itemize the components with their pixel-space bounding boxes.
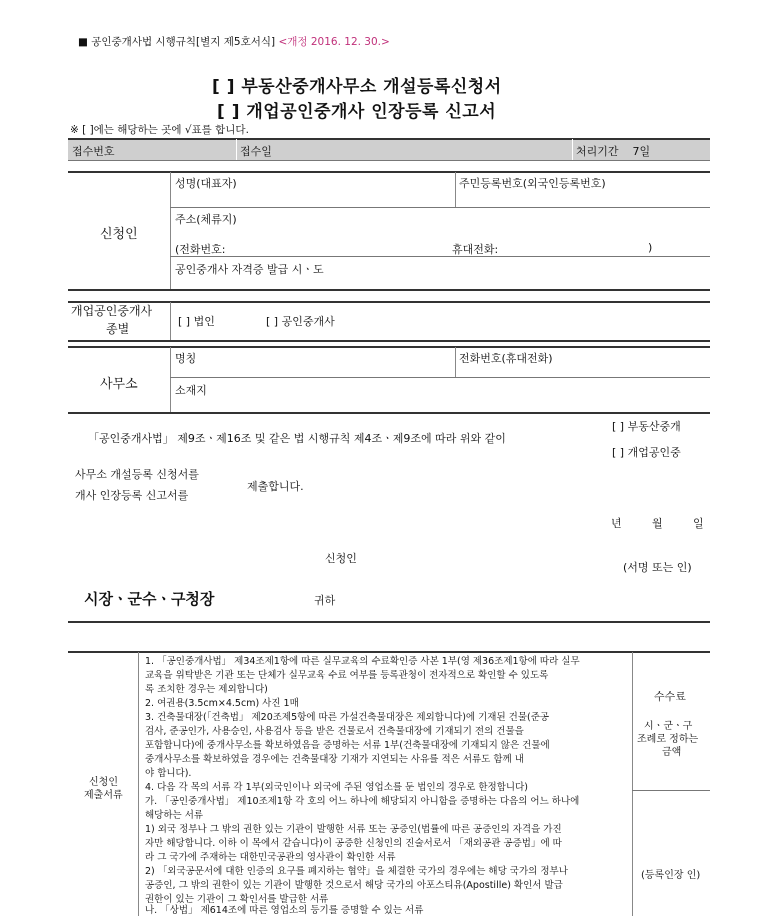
choice-brokerage-office[interactable]: [ ] 부동산중개 xyxy=(612,420,681,433)
document-line: 검사, 준공인가, 사용승인, 사용검사 등을 받은 건물로서 건축물대장에 기재되기 전의 건물을 xyxy=(145,726,524,737)
date-year-label: 년 xyxy=(611,517,622,530)
document-line: 중개사무소를 확보하였을 경우에는 건축물대장 기재가 지연되는 사유를 적은 서류도 함께 내 xyxy=(145,754,524,765)
document-line: 권한이 있는 기관이 그 확인서를 발급한 서류 xyxy=(145,894,329,905)
document-line: 4. 다음 각 목의 서류 각 1부(외국인이나 외국에 주된 영업소를 둔 법인의 경우로 한정합니다) xyxy=(145,782,528,793)
document-line: 자만 해당합니다. 이하 이 목에서 같습니다)이 공증한 신청인의 진술서로서 「재외공관 공증법」에 따 xyxy=(145,838,562,849)
applicant-address-label: 주소(체류지) xyxy=(175,213,237,226)
document-line: 2) 「외국공문서에 대한 인증의 요구를 폐지하는 협약」을 체결한 국가의 경우에는 해당 국가의 정부나 xyxy=(145,866,568,877)
documents-section-label-1: 신청인 xyxy=(89,777,118,788)
applicant-section-label: 신청인 xyxy=(100,227,138,242)
document-line: 가. 「공인중개사법」 제10조제1항 각 호의 어느 하나에 해당되지 아니함을 증명하는 다음의 어느 하나에 xyxy=(145,796,580,807)
document-line: 포함합니다)에 중개사무소를 확보하였음을 증명하는 서류 1부(건축물대장에 기재되지 않은 건물에 xyxy=(145,740,550,751)
fee-line-1: 시ㆍ군ㆍ구 xyxy=(644,721,693,732)
revision-note: <개정 2016. 12. 30.> xyxy=(278,36,390,48)
date-month-label: 월 xyxy=(652,517,663,530)
date-day-label: 일 xyxy=(693,517,704,530)
receipt-date-label: 접수일 xyxy=(240,145,272,158)
document-line: 야 합니다). xyxy=(145,768,192,779)
document-line: 록 조치한 경우는 제외합니다) xyxy=(145,684,268,695)
document-line: 1. 「공인중개사법」 제34조제1항에 따른 실무교육의 수료확인증 사본 1부(영 제36조제1항에 따라 실무 xyxy=(145,656,580,667)
stamp-label: (등록인장 인) xyxy=(641,870,701,881)
office-name-label: 명칭 xyxy=(175,352,197,365)
form-reference: ■ 공인중개사법 시행규칙[별지 제5호서식] <개정 2016. 12. 30.> xyxy=(78,36,390,48)
honorific: 귀하 xyxy=(314,594,336,607)
type-option-corporation[interactable]: [ ] 법인 xyxy=(178,315,215,328)
office-location-label: 소재지 xyxy=(175,384,207,397)
choice-agent-seal[interactable]: [ ] 개업공인중 xyxy=(612,446,681,459)
declaration-law-text: 「공인중개사법」 제9조ㆍ제16조 및 같은 법 시행규칙 제4조ㆍ제9조에 따라 위와 같이 xyxy=(88,432,506,445)
document-line: 2. 여권용(3.5cm×4.5cm) 사진 1매 xyxy=(145,698,299,709)
fee-line-3: 금액 xyxy=(662,747,682,758)
processing-period-value: 7일 xyxy=(632,145,651,158)
document-line: 3. 건축물대장(「건축법」 제20조제5항에 따른 가설건축물대장은 제외합니다)에 기재된 건물(준공 xyxy=(145,712,550,723)
declaration-submit: 제출합니다. xyxy=(247,480,304,493)
applicant-name-label: 성명(대표자) xyxy=(175,177,237,190)
applicant-rrn-label: 주민등록번호(외국인등록번호) xyxy=(459,177,606,190)
addressee: 시장ㆍ군수ㆍ구청장 xyxy=(84,590,215,608)
fee-label: 수수료 xyxy=(654,690,686,703)
document-line: 1) 외국 정부나 그 밖의 권한 있는 기관이 발행한 서류 또는 공증인(법률에 따른 공증인의 자격을 가진 xyxy=(145,824,562,835)
document-line: 교육을 위탁받은 기관 또는 단체가 실무교육 수료 여부를 등록관청이 전자적으로 확인할 수 있도록 xyxy=(145,670,549,681)
form-title-1: [ ] 부동산중개사무소 개설등록신청서 xyxy=(212,77,502,97)
form-title-2: [ ] 개업공인중개사 인장등록 신고서 xyxy=(217,102,497,122)
document-line: 공증인, 그 밖의 권한이 있는 기관이 발행한 것으로서 해당 국가의 아포스티유(Apostille) 확인서 발급 xyxy=(145,880,563,891)
type-option-agent[interactable]: [ ] 공인중개사 xyxy=(266,315,335,328)
license-region-label: 공인중개사 자격증 발급 시ㆍ도 xyxy=(175,263,324,276)
document-line: 해당하는 서류 xyxy=(145,810,204,821)
fee-line-2: 조례로 정하는 xyxy=(637,734,699,745)
office-phone-label: 전화번호(휴대전화) xyxy=(459,352,553,365)
receipt-number-label: 접수번호 xyxy=(72,145,115,158)
instruction-note: ※ [ ]에는 해당하는 곳에 √표를 합니다. xyxy=(70,124,249,136)
document-line: 나. 「상법」 제614조에 따른 영업소의 등기를 증명할 수 있는 서류 xyxy=(145,905,424,916)
sign-or-seal-label: (서명 또는 인) xyxy=(623,561,692,574)
declaration-doc-1: 사무소 개설등록 신청서를 xyxy=(75,468,199,481)
applicant-mobile-close: ) xyxy=(648,241,653,254)
applicant-phone-label: (전화번호: xyxy=(175,243,226,256)
type-section-label-2: 종별 xyxy=(106,322,130,336)
processing-period-label: 처리기간 7일 xyxy=(576,145,651,158)
declaration-doc-2: 개사 인장등록 신고서를 xyxy=(75,489,189,502)
office-section-label: 사무소 xyxy=(100,377,138,392)
document-line: 라 그 국가에 주재하는 대한민국공관의 영사관이 확인한 서류 xyxy=(145,852,396,863)
signature-applicant-label: 신청인 xyxy=(325,552,357,565)
applicant-mobile-label: 휴대전화: xyxy=(452,243,499,256)
documents-section-label-2: 제출서류 xyxy=(84,790,123,801)
type-section-label-1: 개업공인중개사 xyxy=(71,304,153,318)
